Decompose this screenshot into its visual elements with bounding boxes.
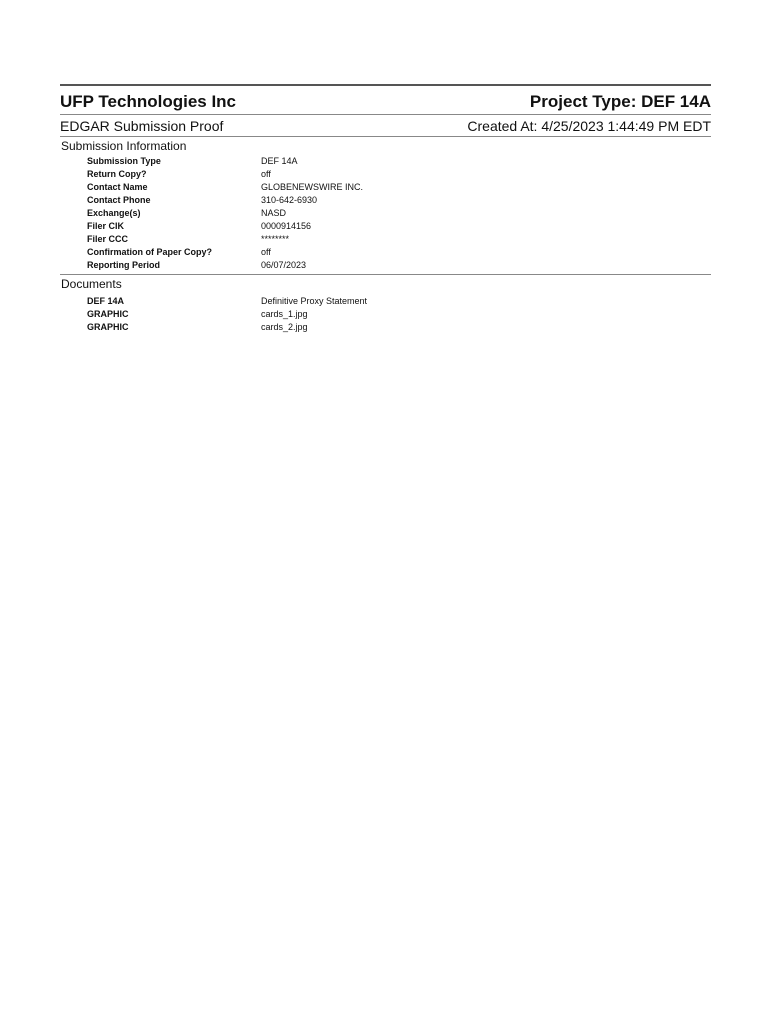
row-label: Filer CCC bbox=[87, 234, 129, 244]
document-row bbox=[87, 308, 711, 321]
document-description: cards_2.jpg bbox=[261, 322, 308, 332]
submission-row bbox=[87, 207, 711, 220]
submission-row bbox=[87, 181, 711, 194]
document-subtitle: EDGAR Submission Proof bbox=[60, 117, 224, 134]
section-title: Documents bbox=[61, 277, 122, 291]
document-description: Definitive Proxy Statement bbox=[261, 296, 368, 306]
row-label: Contact Name bbox=[87, 182, 148, 192]
documents-section bbox=[60, 274, 711, 334]
document-row bbox=[87, 295, 711, 308]
submission-row bbox=[87, 233, 711, 246]
row-label: Reporting Period bbox=[87, 260, 161, 270]
row-value: off bbox=[261, 169, 271, 179]
document-type: DEF 14A bbox=[87, 296, 125, 306]
document-type: GRAPHIC bbox=[87, 309, 129, 319]
row-label: Confirmation of Paper Copy? bbox=[87, 247, 213, 257]
submission-row bbox=[87, 220, 711, 233]
row-value: GLOBENEWSWIRE INC. bbox=[261, 182, 364, 192]
row-value: off bbox=[261, 247, 271, 257]
row-label: Exchange(s) bbox=[87, 208, 141, 218]
submission-row bbox=[87, 246, 711, 259]
row-label: Contact Phone bbox=[87, 195, 151, 205]
submission-row bbox=[87, 259, 711, 272]
title-row bbox=[60, 86, 711, 112]
created-at: Created At: 4/25/2023 1:44:49 PM EDT bbox=[467, 117, 711, 134]
document-description: cards_1.jpg bbox=[261, 309, 308, 319]
section-title: Submission Information bbox=[61, 139, 187, 153]
project-type: Project Type: DEF 14A bbox=[529, 92, 711, 111]
row-label: Filer CIK bbox=[87, 221, 125, 231]
submission-row bbox=[87, 168, 711, 181]
submission-row bbox=[87, 194, 711, 207]
submission-proof-page bbox=[60, 84, 711, 334]
row-value: 06/07/2023 bbox=[261, 260, 307, 270]
subtitle-row bbox=[60, 114, 711, 136]
row-label: Return Copy? bbox=[87, 169, 147, 179]
document-row bbox=[87, 321, 711, 334]
row-value: 310-642-6930 bbox=[261, 195, 318, 205]
document-type: GRAPHIC bbox=[87, 322, 129, 332]
row-value: NASD bbox=[261, 208, 287, 218]
row-label: Submission Type bbox=[87, 156, 161, 166]
row-value: ******** bbox=[261, 234, 290, 244]
section-rule bbox=[60, 136, 711, 137]
company-name: UFP Technologies Inc bbox=[60, 92, 237, 111]
submission-information-section bbox=[60, 138, 711, 272]
submission-row bbox=[87, 155, 711, 168]
row-value: DEF 14A bbox=[261, 156, 298, 166]
row-value: 0000914156 bbox=[261, 221, 312, 231]
